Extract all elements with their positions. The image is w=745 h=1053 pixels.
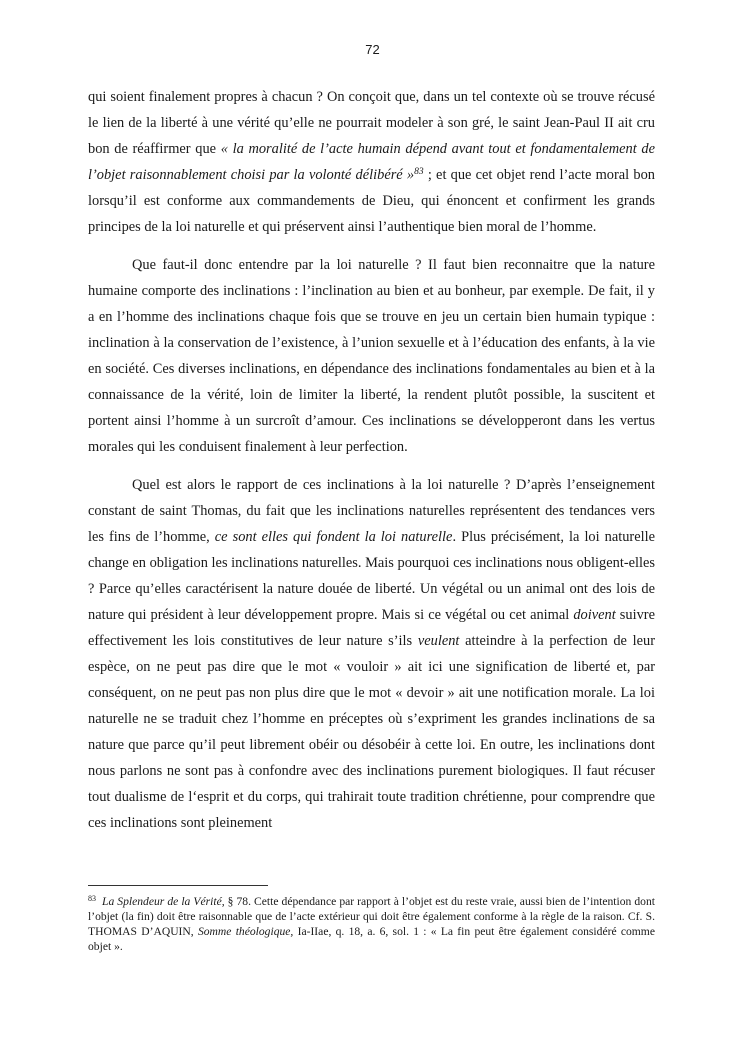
footnote-work-title: Somme théologique, xyxy=(197,925,294,938)
footnote-text-b: Ia-IIae, q. 18, a. 6, sol. 1 : « La fin peut être également considéré comme objet ». xyxy=(88,925,655,953)
paragraph-3-text-c: suivre effectivement les lois constitutives de leur nature s’ils xyxy=(88,607,655,649)
footnote-title: La Splendeur de la Vérité, xyxy=(102,895,225,908)
page-number: 72 xyxy=(365,42,380,57)
quote-john-paul-ii: « la moralité de l’acte humain dépend avant tout et fondamentalement de l’objet raisonnablement choisi par la volonté délibéré » xyxy=(88,141,655,183)
body-text xyxy=(88,84,655,836)
footnote-text-a: § 78. Cette dépendance par rapport à l’objet est du reste vraie, aussi bien de l’intention dont l’objet (la fin) doit être raisonnable que de l’acte extérieur qui doit être également conforme à la règle de la raison. Cf. S. THOMAS D’AQUIN, xyxy=(88,895,655,938)
footnote-text xyxy=(88,894,655,954)
emphasis-doivent: doivent xyxy=(573,607,616,623)
emphasis-veulent: veulent xyxy=(417,633,460,649)
paragraph-2: Que faut-il donc entendre par la loi naturelle ? Il faut bien reconnaitre que la nature humaine comporte des inclinations : l’inclination au bien et au bonheur, par exemple. De fait, il y a en l’homme des inclinations chaque fois que se trouve en jeu un certain bien humain typique : inclination à la conservation de l’existence, à l’union sexuelle et à l’éducation des enfants, à la vie en société. Ces diverses inclinations, en dépendance des inclinations fondamentales au bien et à la connaissance de la vérité, loin de limiter la liberté, la rendent plutôt possible, la suscitent et portent ainsi l’homme à un surcroît d’amour. Ces inclinations se développeront dans les vertus morales qui les conduisent finalement à leur perfection. xyxy=(88,257,655,455)
footnote-number: 83 xyxy=(88,894,96,903)
paragraph-3 xyxy=(88,472,655,836)
paragraph-1-text-b: ; et que cet objet rend l’acte moral bon lorsqu’il est conforme aux commandements de Dieu, qui énoncent et confirment les grands principes de la loi naturelle et qui préservent ainsi l’authentique bien moral de l’homme. xyxy=(88,167,655,235)
footnote-83 xyxy=(88,894,655,954)
emphasis-fondent-loi: ce sont elles qui fondent la loi naturelle xyxy=(214,529,453,545)
footnote-separator xyxy=(88,885,268,886)
paragraph-3-text-a: Quel est alors le rapport de ces inclinations à la loi naturelle ? D’après l’enseignement constant de saint Thomas, du fait que les inclinations naturelles représentent des tendances vers les fins de l’homme, xyxy=(88,477,655,545)
paragraph-3-text-b: . Plus précisément, la loi naturelle change en obligation les inclinations naturelles. Mais pourquoi ces inclinations nous obligent-elles ? Parce qu’elles caractérisent la nature douée de liberté. Un végétal ou un animal ont des lois de nature qui président à leur développement propre. Mais si ce végétal ou cet animal xyxy=(88,529,655,623)
paragraph-3-text-d: atteindre à la perfection de leur espèce, on ne peut pas dire que le mot « vouloir » ait ici une signification de liberté et, par conséquent, on ne peut pas non plus dire que le mot « devoir » ait une notification morale. La loi naturelle ne se traduit chez l’homme en préceptes où s’expriment les grandes inclinations de sa nature que parce qu’il peut librement obéir ou désobéir à cette loi. En outre, les inclinations dont nous parlons ne sont pas à confondre avec des inclinations purement biologiques. Il faut récuser tout dualisme de l‘esprit et du corps, qui trahirait toute tradition chrétienne, pour comprendre que ces inclinations sont pleinement xyxy=(88,633,656,831)
paragraph-1-text-a: qui soient finalement propres à chacun ? On conçoit que, dans un tel contexte où se trouve récusé le lien de la liberté à une vérité qu’elle ne pourrait modeler à son gré, le saint Jean-Paul II ait cru bon de réaffirmer que xyxy=(88,89,655,157)
paragraph-1 xyxy=(88,84,655,240)
footnote-reference-83[interactable]: 83 xyxy=(414,167,424,177)
